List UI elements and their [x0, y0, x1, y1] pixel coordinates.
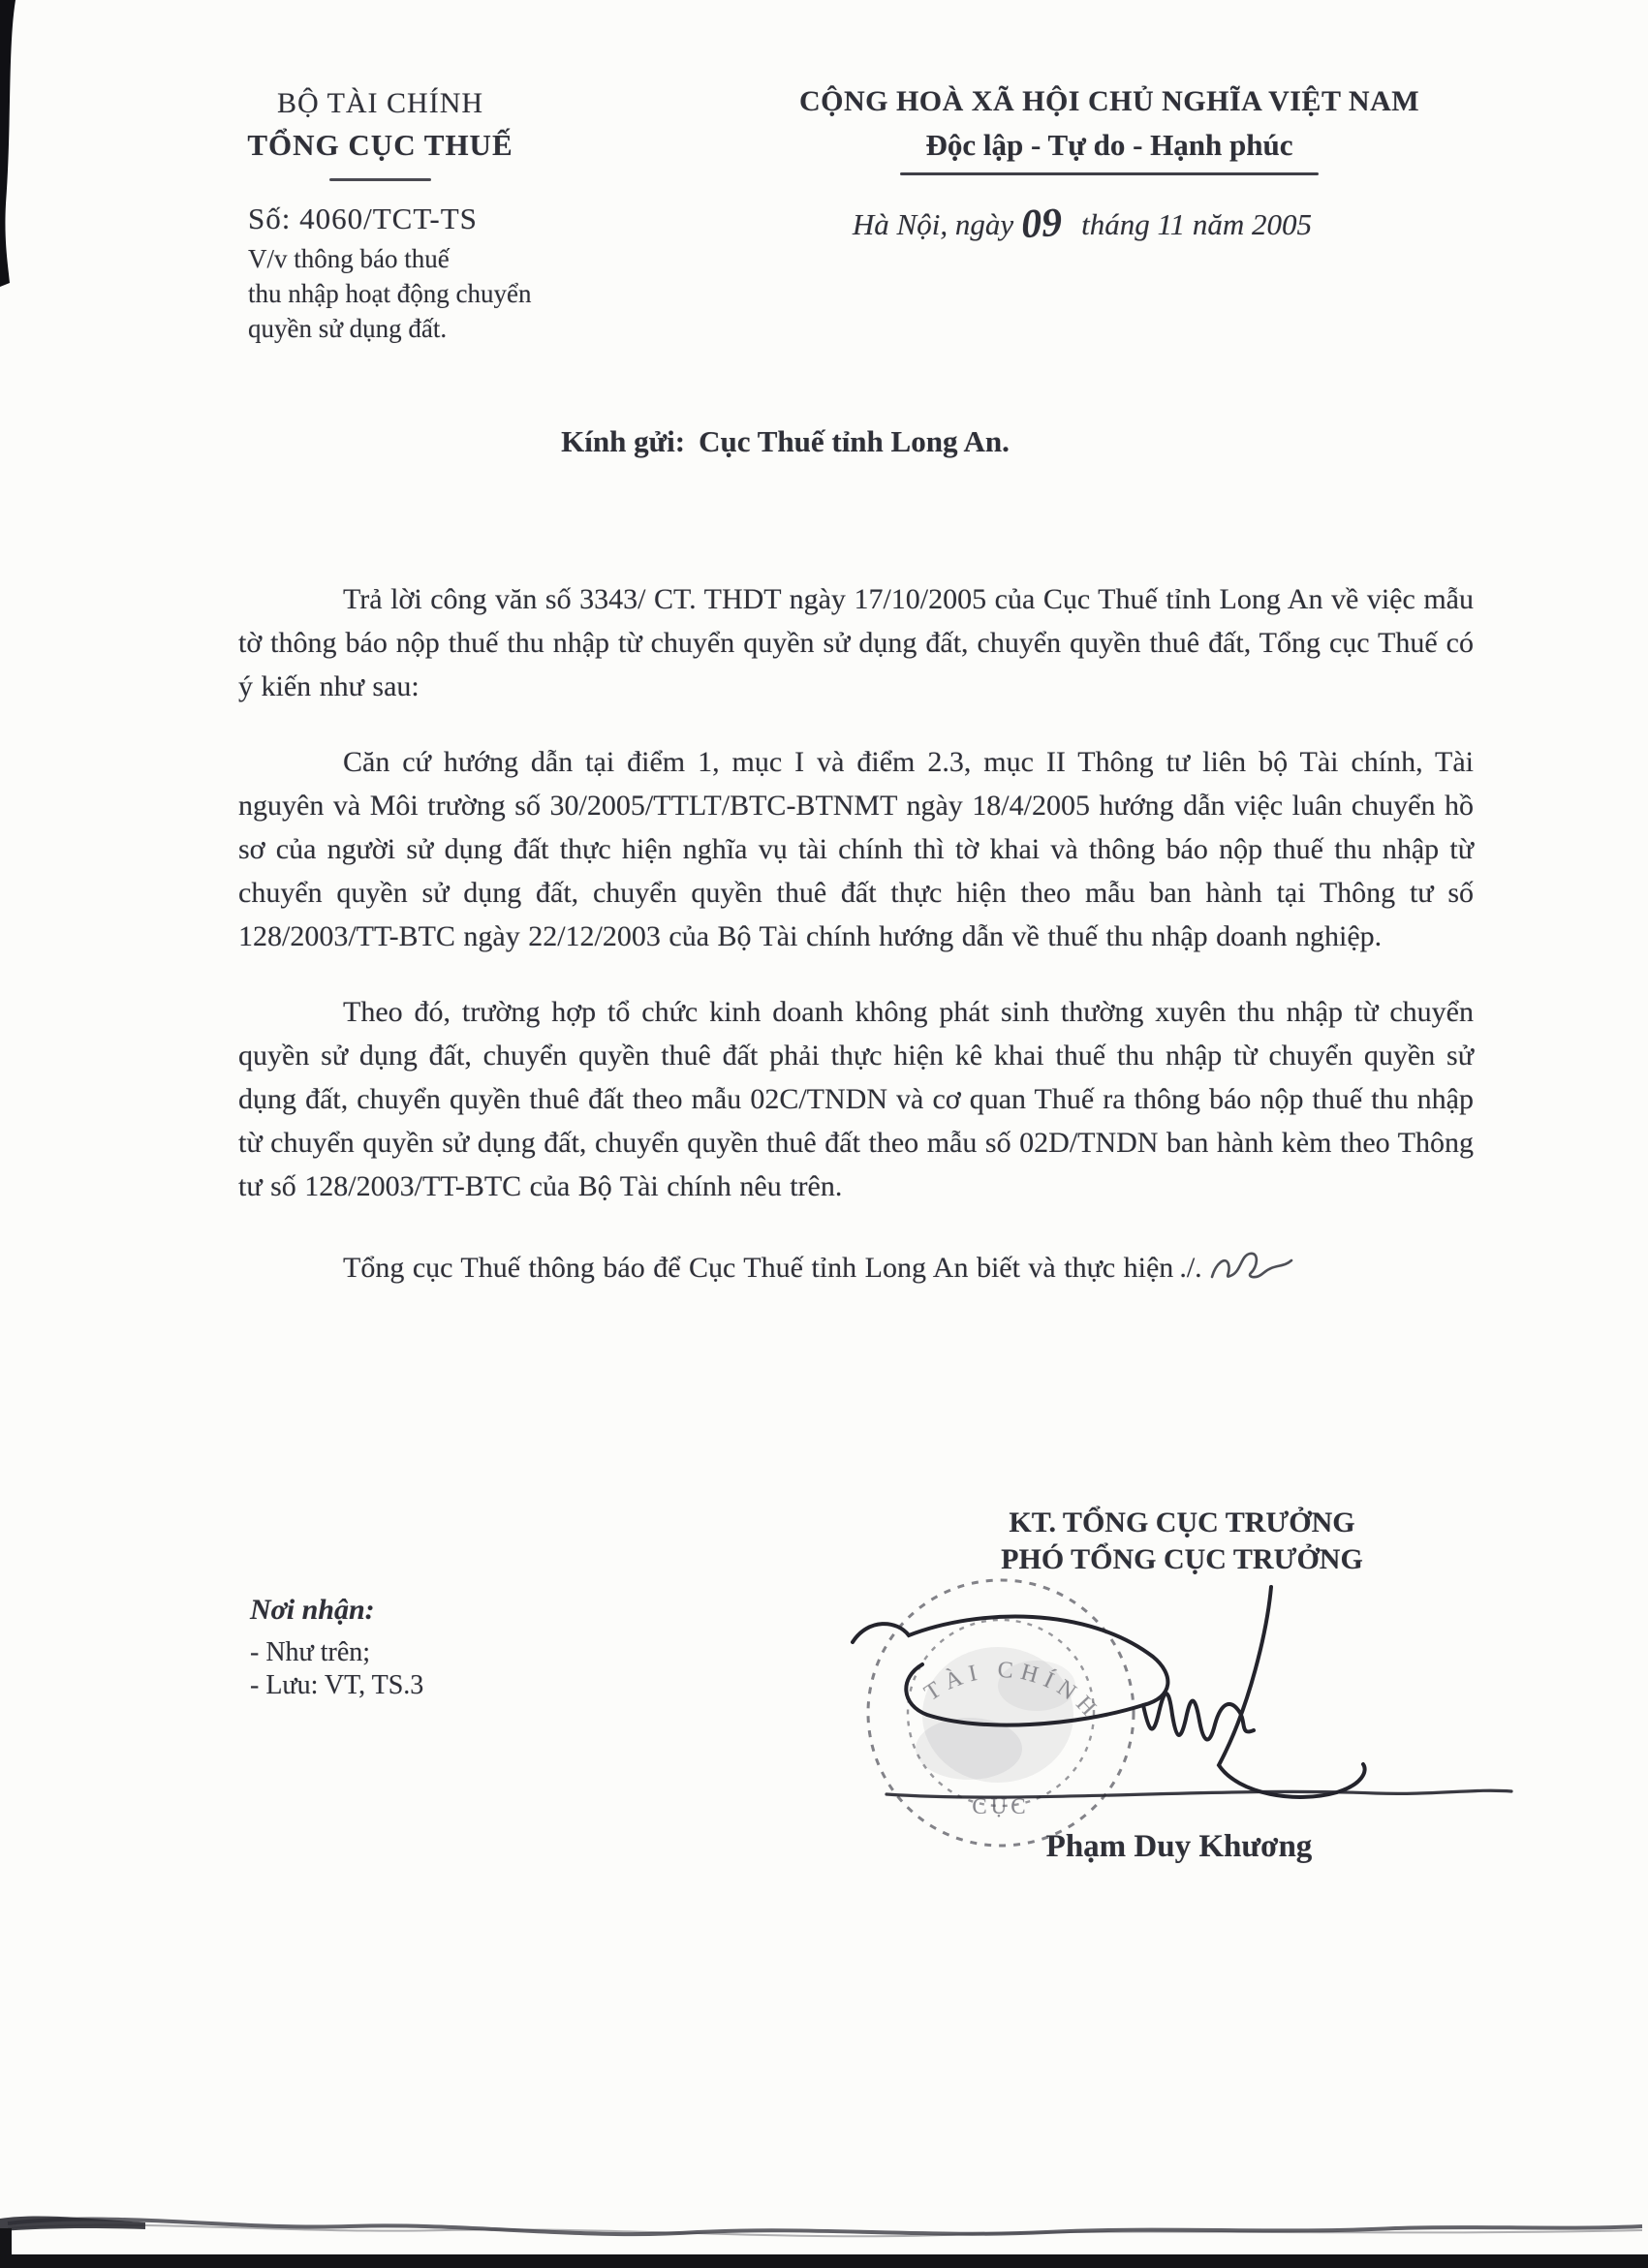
distribution-list	[250, 1593, 423, 1702]
org-underline	[329, 178, 431, 181]
distribution-item: - Như trên;	[250, 1636, 371, 1667]
document-number: Số: 4060/TCT-TS	[248, 202, 478, 235]
paragraph-2: Căn cứ hướng dẫn tại điểm 1, mục I và điểm 2.3, mục II Thông tư liên bộ Tài chính, Tài nguyên và Môi trường số 30/2005/TTLT/BTC-BTNMT ngày 18/4/2005 hướng dẫn việc luân chuyển hồ sơ của người sử dụng đất thực hiện nghĩa vụ tài chính thì tờ khai và thông báo nộp thuế thu nhập từ chuyển quyền sử dụng đất, chuyển quyền thuê đất thực hiện theo mẫu ban hành tại Thông tư số 128/2003/TT-BTC ngày 22/12/2003 của Bộ Tài chính hướng dẫn về thuế thu nhập doanh nghiệp.	[238, 746, 1474, 952]
date-prefix: Hà Nội, ngày	[852, 207, 1014, 241]
date-rest: tháng 11 năm 2005	[1081, 207, 1313, 241]
subject-line: V/v thông báo thuế	[248, 244, 450, 273]
national-motto: Độc lập - Tự do - Hạnh phúc	[925, 128, 1293, 162]
recipient-line	[0, 424, 1609, 459]
handwritten-signature	[833, 1511, 1531, 1841]
issue-date-line	[729, 199, 1436, 248]
stamp-bottom-text: CỤC	[972, 1794, 1030, 1818]
document-meta-block	[248, 202, 665, 347]
handwritten-initial-scrawl	[1206, 1240, 1295, 1287]
recipient-name: Cục Thuế tỉnh Long An.	[699, 424, 1010, 458]
issuing-org-block	[189, 87, 572, 181]
scan-artifact-bottom	[0, 2170, 1648, 2268]
closing-paragraph	[238, 1240, 1474, 1289]
national-header-block	[756, 85, 1463, 248]
paragraph-3: Theo đó, trường hợp tổ chức kinh doanh không phát sinh thường xuyên thu nhập từ chuyển quyền sử dụng đất, chuyển quyền thuê đất phải thực hiện kê khai thuế thu nhập từ chuyển quyền sử dụng đất, chuyển quyền thuê đất theo mẫu 02C/TNDN và cơ quan Thuế ra thông báo nộp thuế thu nhập từ chuyển quyền sử dụng đất, chuyển quyền thuê đất theo mẫu số 02D/TNDN ban hành kèm theo Thông tư số 128/2003/TT-BTC của Bộ Tài chính nêu trên.	[238, 996, 1474, 1202]
distribution-label: Nơi nhận:	[250, 1594, 375, 1626]
org-parent-name: BỘ TÀI CHÍNH	[276, 87, 484, 119]
org-name: TỔNG CỤC THUẾ	[247, 128, 513, 162]
closing-text: Tổng cục Thuế thông báo để Cục Thuế tỉnh Long An biết và thực hiện	[343, 1252, 1174, 1284]
national-title: CỘNG HOÀ XÃ HỘI CHỦ NGHĨA VIỆT NAM	[798, 85, 1420, 117]
recipient-label: Kính gửi:	[561, 424, 686, 458]
subject-line: quyền sử dụng đất.	[248, 313, 448, 343]
subject-line: thu nhập hoạt động chuyển	[248, 278, 532, 308]
signature-title-1: KT. TỔNG CỤC TRƯỞNG	[1009, 1507, 1355, 1538]
handwritten-day: 09	[1020, 200, 1064, 248]
distribution-item: - Lưu: VT, TS.3	[250, 1669, 424, 1700]
closing-mark: ./.	[1179, 1252, 1202, 1284]
paragraph-1: Trả lời công văn số 3343/ CT. THDT ngày 17/10/2005 của Cục Thuế tỉnh Long An về việc mẫu tờ thông báo nộp thuế thu nhập từ chuyển quyền sử dụng đất, chuyển quyền thuê đất, Tổng cục Thuế có ý kiến như sau:	[238, 583, 1474, 702]
signer-name: Phạm Duy Khương	[1045, 1829, 1313, 1864]
stamp-arc-text: TÀI CHÍNH	[919, 1657, 1105, 1726]
letter-body	[238, 577, 1474, 1289]
document-subject	[248, 242, 665, 347]
scan-artifact-top-left	[0, 0, 25, 291]
motto-underline	[900, 172, 1319, 175]
signature-title-2: PHÓ TỔNG CỤC TRƯỞNG	[1001, 1542, 1363, 1575]
